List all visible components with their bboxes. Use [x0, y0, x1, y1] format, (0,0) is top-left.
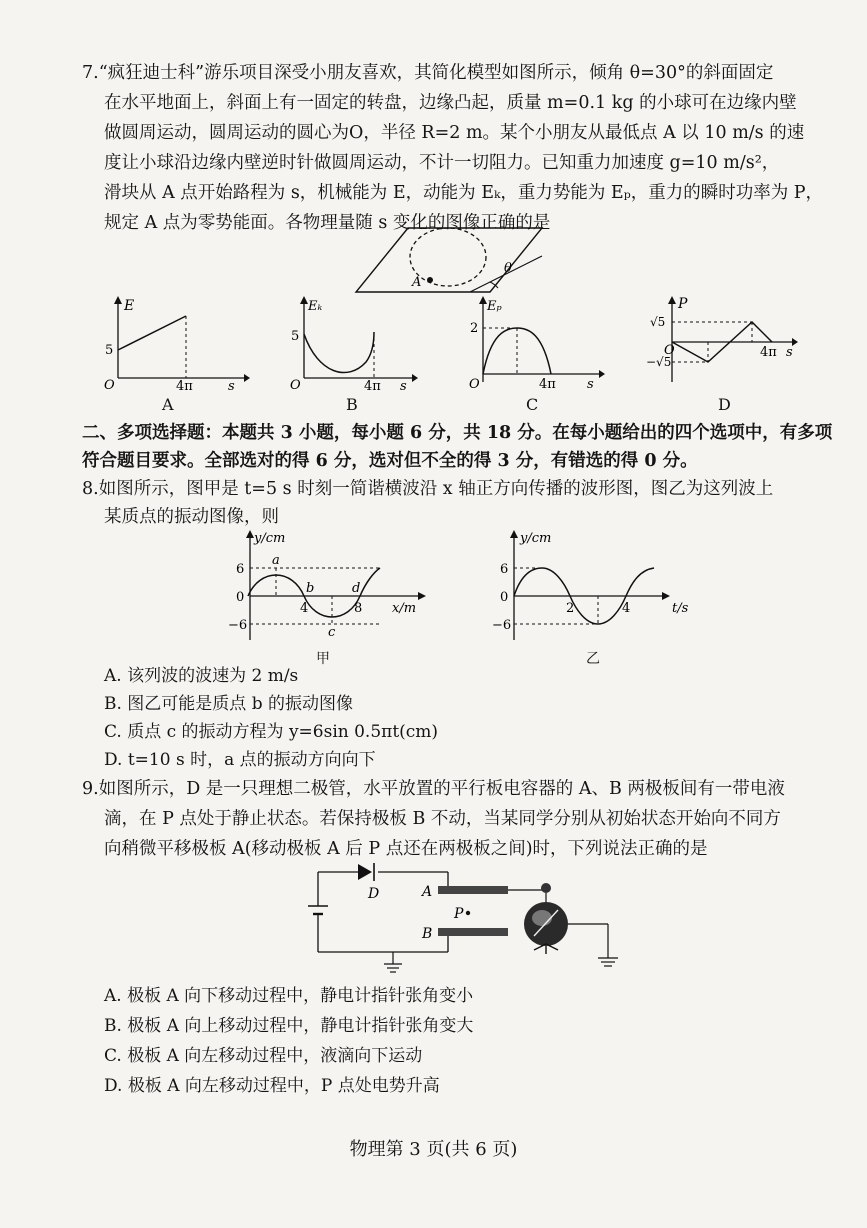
- plate-a-label: A: [422, 884, 433, 900]
- point-p-label: P: [454, 906, 464, 922]
- plate-b: [438, 928, 508, 936]
- caption-jia: 甲: [316, 651, 330, 667]
- vib-xlabel: t/s: [672, 601, 689, 616]
- q7-graph-d: [646, 294, 800, 389]
- graph-xtick: 4π: [539, 377, 556, 392]
- graph-origin: O: [104, 378, 115, 393]
- wave-xlabel: x/m: [392, 601, 417, 616]
- option-label-d: D: [718, 395, 731, 414]
- q7-line: 做圆周运动，圆周运动的圆心为O，半径 R=2 m。某个小朋友从最低点 A 以 10 m/s 的速: [104, 123, 805, 143]
- q9-line: 向稍微平移极板 A(移动极板 A 后 P 点还在两极板之间)时，下列说法正确的是: [104, 839, 708, 859]
- graph-xlabel: s: [786, 345, 793, 360]
- option-label-a: A: [162, 395, 174, 414]
- graph-xlabel: s: [228, 379, 235, 394]
- diode-icon: [358, 864, 372, 880]
- q9-option-b[interactable]: B. 极板 A 向上移动过程中，静电计指针张角变大: [104, 1016, 474, 1036]
- q7-line: 在水平地面上，斜面上有一固定的转盘，边缘凸起，质量 m=0.1 kg 的小球可在边缘内壁: [104, 93, 797, 113]
- vib-ytick: 6: [500, 562, 509, 577]
- option-label-c: C: [526, 395, 539, 414]
- q8-option-d[interactable]: D. t=10 s 时，a 点的振动方向向下: [104, 750, 376, 770]
- wave-xtick: 4: [300, 601, 309, 616]
- wave-xtick: 8: [354, 601, 363, 616]
- graph-ylabel: P: [678, 296, 688, 312]
- point-a-label: A: [412, 275, 422, 290]
- q9-circuit-figure: [298, 858, 638, 976]
- page-footer: 物理第 3 页(共 6 页): [349, 1139, 518, 1160]
- wave-ylabel: y/cm: [254, 531, 286, 546]
- graph-origin: O: [469, 377, 480, 392]
- point-d: d: [352, 581, 361, 596]
- q9-option-a[interactable]: A. 极板 A 向下移动过程中，静电计指针张角变小: [104, 986, 474, 1006]
- graph-xlabel: s: [400, 379, 407, 394]
- vib-xtick: 4: [622, 601, 631, 616]
- graph-xtick: 4π: [364, 379, 381, 394]
- caption-yi: 乙: [586, 651, 600, 667]
- section-line: 符合题目要求。全部选对的得 6 分，选对但不全的得 3 分，有错选的得 0 分。: [82, 451, 698, 471]
- q7-graph-b: [288, 294, 418, 394]
- q7-graph-a: [100, 294, 250, 394]
- graph-ytick-pos: √5: [650, 315, 666, 329]
- q8-line: 8.如图所示，图甲是 t=5 s 时刻一简谐横波沿 x 轴正方向传播的波形图，图乙为这列波上: [82, 479, 774, 499]
- graph-ytick-neg: −√5: [646, 355, 672, 369]
- plate-b-label: B: [422, 926, 433, 942]
- electrometer-knob: [541, 883, 551, 893]
- graph-xtick: 4π: [176, 379, 193, 394]
- theta-label: θ: [504, 261, 512, 276]
- q8-figure-jia: [230, 528, 430, 650]
- q8-option-a[interactable]: A. 该列波的波速为 2 m/s: [104, 666, 299, 686]
- point-b: b: [306, 581, 315, 596]
- plate-a: [438, 886, 508, 894]
- droplet-icon: [466, 911, 470, 915]
- graph-ytick: 5: [105, 343, 114, 358]
- q9-line: 9.如图所示，D 是一只理想二极管，水平放置的平行板电容器的 A、B 两极板间有一带电液: [82, 779, 785, 799]
- q9-option-d[interactable]: D. 极板 A 向左移动过程中，P 点处电势升高: [104, 1076, 440, 1096]
- graph-ylabel: E: [124, 298, 135, 314]
- vib-ytick: −6: [492, 618, 512, 633]
- diode-label: D: [368, 886, 380, 902]
- graph-xlabel: s: [587, 377, 594, 392]
- q9-line: 滴，在 P 点处于静止状态。若保持极板 B 不动，当某同学分别从初始状态开始向不同方: [104, 809, 781, 829]
- q9-option-c[interactable]: C. 极板 A 向左移动过程中，液滴向下运动: [104, 1046, 423, 1066]
- q8-option-b[interactable]: B. 图乙可能是质点 b 的振动图像: [104, 694, 353, 714]
- q7-line: 度让小球沿边缘内壁逆时针做圆周运动，不计一切阻力。已知重力加速度 g=10 m/s²，: [104, 153, 780, 173]
- graph-xtick: 4π: [760, 345, 777, 360]
- graph-ytick: 5: [291, 329, 300, 344]
- wave-ytick: 6: [236, 562, 245, 577]
- option-label-b: B: [346, 395, 358, 414]
- q8-figure-yi: [490, 528, 690, 650]
- wave-ytick: 0: [236, 590, 245, 605]
- vib-xtick: 2: [566, 601, 575, 616]
- q7-line: 规定 A 点为零势能面。各物理量随 s 变化的图像正确的是: [104, 213, 551, 233]
- graph-ylabel: Eₖ: [308, 299, 323, 314]
- q7-line: 滑块从 A 点开始路程为 s，机械能为 E，动能为 Eₖ，重力势能为 Eₚ，重力的瞬时功率为 P，: [104, 183, 824, 203]
- point-c: c: [328, 625, 336, 640]
- q7-graph-c: [465, 294, 605, 392]
- point-a: a: [272, 553, 280, 568]
- q8-line: 某质点的振动图像，则: [104, 507, 279, 527]
- wave-ytick: −6: [228, 618, 248, 633]
- graph-origin: O: [664, 343, 675, 358]
- q7-line: 7.“疯狂迪士科”游乐项目深受小朋友喜欢，其简化模型如图所示，倾角 θ=30°的斜面固定: [82, 63, 774, 83]
- graph-origin: O: [290, 378, 301, 393]
- graph-ylabel: Eₚ: [487, 299, 502, 314]
- q7-incline-figure: [350, 222, 550, 296]
- vib-ytick: 0: [500, 590, 509, 605]
- ball-icon: [427, 277, 433, 283]
- vib-ylabel: y/cm: [520, 531, 552, 546]
- section-line: 二、多项选择题：本题共 3 小题，每小题 6 分，共 18 分。在每小题给出的四个选项中，有多项: [82, 423, 833, 443]
- q8-option-c[interactable]: C. 质点 c 的振动方程为 y=6sin 0.5πt(cm): [104, 722, 439, 742]
- graph-ytick: 2: [470, 321, 479, 336]
